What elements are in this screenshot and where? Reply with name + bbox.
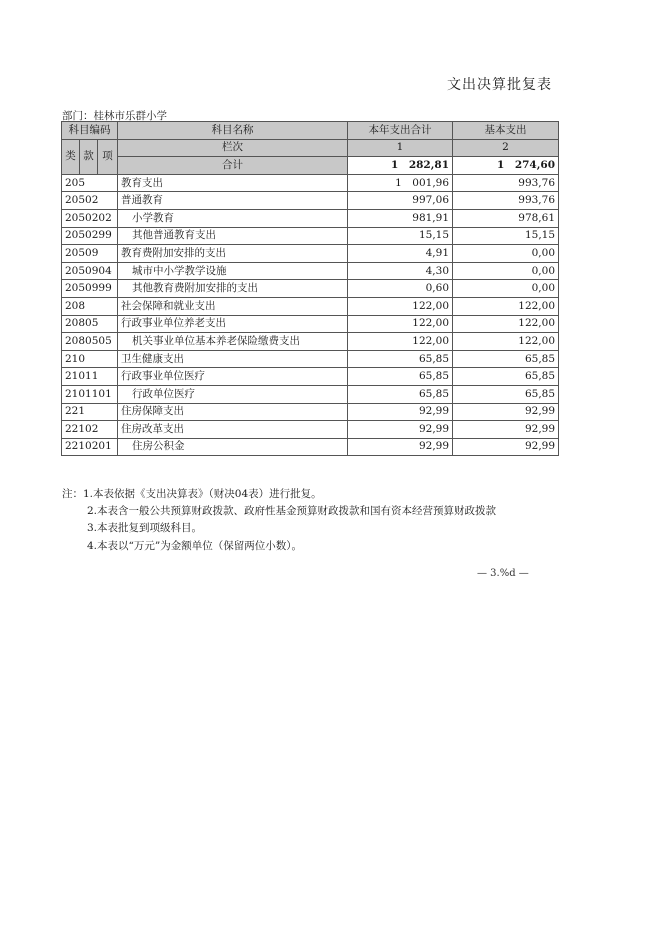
row-code: 2050904 bbox=[62, 262, 118, 280]
row-basic: 92,99 bbox=[453, 438, 559, 456]
col2-number: 2 bbox=[453, 139, 559, 157]
row-name: 行政事业单位医疗 bbox=[118, 368, 348, 386]
table-row bbox=[62, 262, 559, 280]
row-total: 122,00 bbox=[348, 297, 453, 315]
row-code: 20805 bbox=[62, 315, 118, 333]
row-total: 997,06 bbox=[348, 192, 453, 210]
row-name: 住房公积金 bbox=[118, 438, 348, 456]
row-basic: 0,00 bbox=[453, 280, 559, 298]
row-code: 22102 bbox=[62, 421, 118, 439]
row-basic: 0,00 bbox=[453, 245, 559, 263]
code-header: 科目编码 bbox=[62, 122, 118, 140]
row-basic: 122,00 bbox=[453, 297, 559, 315]
row-basic: 65,85 bbox=[453, 368, 559, 386]
row-total: 92,99 bbox=[348, 421, 453, 439]
col1-number: 1 bbox=[348, 139, 453, 157]
row-basic: 993,76 bbox=[453, 174, 559, 192]
table-row bbox=[62, 280, 559, 298]
row-code: 20509 bbox=[62, 245, 118, 263]
row-total: 981,91 bbox=[348, 209, 453, 227]
row-name: 教育费附加安排的支出 bbox=[118, 245, 348, 263]
row-total: 92,99 bbox=[348, 403, 453, 421]
note-4: 4.本表以“万元”为金额单位（保留两位小数）。 bbox=[87, 539, 303, 552]
table-row bbox=[62, 209, 559, 227]
table-row bbox=[62, 192, 559, 210]
row-name: 教育支出 bbox=[118, 174, 348, 192]
notes-section bbox=[62, 486, 558, 555]
row-basic: 122,00 bbox=[453, 333, 559, 351]
row-name: 住房保障支出 bbox=[118, 403, 348, 421]
row-code: 205 bbox=[62, 174, 118, 192]
report-title: 文出决算批复表 bbox=[447, 77, 552, 93]
row-total: 122,00 bbox=[348, 333, 453, 351]
row-name: 普通教育 bbox=[118, 192, 348, 210]
row-total: 92,99 bbox=[348, 438, 453, 456]
row-name: 社会保障和就业支出 bbox=[118, 297, 348, 315]
note-3: 3.本表批复到项级科目。 bbox=[87, 522, 203, 535]
row-total: 65,85 bbox=[348, 350, 453, 368]
table-row bbox=[62, 297, 559, 315]
row-code: 210 bbox=[62, 350, 118, 368]
row-name: 卫生健康支出 bbox=[118, 350, 348, 368]
table-header-row bbox=[62, 122, 559, 140]
row-code: 208 bbox=[62, 297, 118, 315]
row-name: 住房改革支出 bbox=[118, 421, 348, 439]
row-basic: 92,99 bbox=[453, 403, 559, 421]
table-row bbox=[62, 174, 559, 192]
name-header: 科目名称 bbox=[118, 122, 348, 140]
row-code: 221 bbox=[62, 403, 118, 421]
table-row bbox=[62, 227, 559, 245]
row-basic: 92,99 bbox=[453, 421, 559, 439]
row-total: 1 001,96 bbox=[348, 174, 453, 192]
xiang-header: 项 bbox=[98, 139, 118, 174]
expenditure-table bbox=[61, 121, 559, 456]
row-total: 65,85 bbox=[348, 385, 453, 403]
row-total: 122,00 bbox=[348, 315, 453, 333]
table-row bbox=[62, 385, 559, 403]
row-total: 15,15 bbox=[348, 227, 453, 245]
row-basic: 978,61 bbox=[453, 209, 559, 227]
table-row bbox=[62, 245, 559, 263]
lei-header: 类 bbox=[62, 139, 80, 174]
row-name: 城市中小学教学设施 bbox=[118, 262, 348, 280]
column-number-row bbox=[62, 139, 559, 157]
department-label: 部门：桂林市乐群小学 bbox=[62, 110, 167, 122]
row-total: 65,85 bbox=[348, 368, 453, 386]
note-2: 2.本表含一般公共预算财政拨款、政府性基金预算财政拨款和国有资本经营预算财政拨款 bbox=[87, 505, 497, 518]
row-basic: 122,00 bbox=[453, 315, 559, 333]
row-total: 4,30 bbox=[348, 262, 453, 280]
row-code: 21011 bbox=[62, 368, 118, 386]
row-basic: 0,00 bbox=[453, 262, 559, 280]
kuan-header: 款 bbox=[80, 139, 98, 174]
row-basic: 993,76 bbox=[453, 192, 559, 210]
row-name: 行政事业单位养老支出 bbox=[118, 315, 348, 333]
note-1: 注：1.本表依据《支出决算表》（财决04表）进行批复。 bbox=[62, 488, 322, 500]
lan-ci-label: 栏次 bbox=[118, 139, 348, 157]
row-basic: 65,85 bbox=[453, 385, 559, 403]
row-code: 2101101 bbox=[62, 385, 118, 403]
heji-total: 1 282,81 bbox=[348, 157, 453, 175]
table-row bbox=[62, 350, 559, 368]
basic-header: 基本支出 bbox=[453, 122, 559, 140]
row-total: 0,60 bbox=[348, 280, 453, 298]
row-name: 小学教育 bbox=[118, 209, 348, 227]
row-code: 2050999 bbox=[62, 280, 118, 298]
table-row bbox=[62, 315, 559, 333]
row-name: 其他普通教育支出 bbox=[118, 227, 348, 245]
table-row bbox=[62, 403, 559, 421]
row-code: 2210201 bbox=[62, 438, 118, 456]
row-basic: 15,15 bbox=[453, 227, 559, 245]
total-header: 本年支出合计 bbox=[348, 122, 453, 140]
row-code: 2050299 bbox=[62, 227, 118, 245]
table-row bbox=[62, 368, 559, 386]
row-code: 20502 bbox=[62, 192, 118, 210]
table-row bbox=[62, 421, 559, 439]
row-name: 机关事业单位基本养老保险缴费支出 bbox=[118, 333, 348, 351]
row-code: 2050202 bbox=[62, 209, 118, 227]
row-total: 4,91 bbox=[348, 245, 453, 263]
total-row bbox=[62, 157, 559, 175]
heji-basic: 1 274,60 bbox=[453, 157, 559, 175]
row-basic: 65,85 bbox=[453, 350, 559, 368]
table-row bbox=[62, 333, 559, 351]
page-footer: — 3.%d — bbox=[477, 568, 529, 579]
row-name: 行政单位医疗 bbox=[118, 385, 348, 403]
row-code: 2080505 bbox=[62, 333, 118, 351]
heji-label: 合计 bbox=[118, 157, 348, 175]
table-row bbox=[62, 438, 559, 456]
row-name: 其他教育费附加安排的支出 bbox=[118, 280, 348, 298]
